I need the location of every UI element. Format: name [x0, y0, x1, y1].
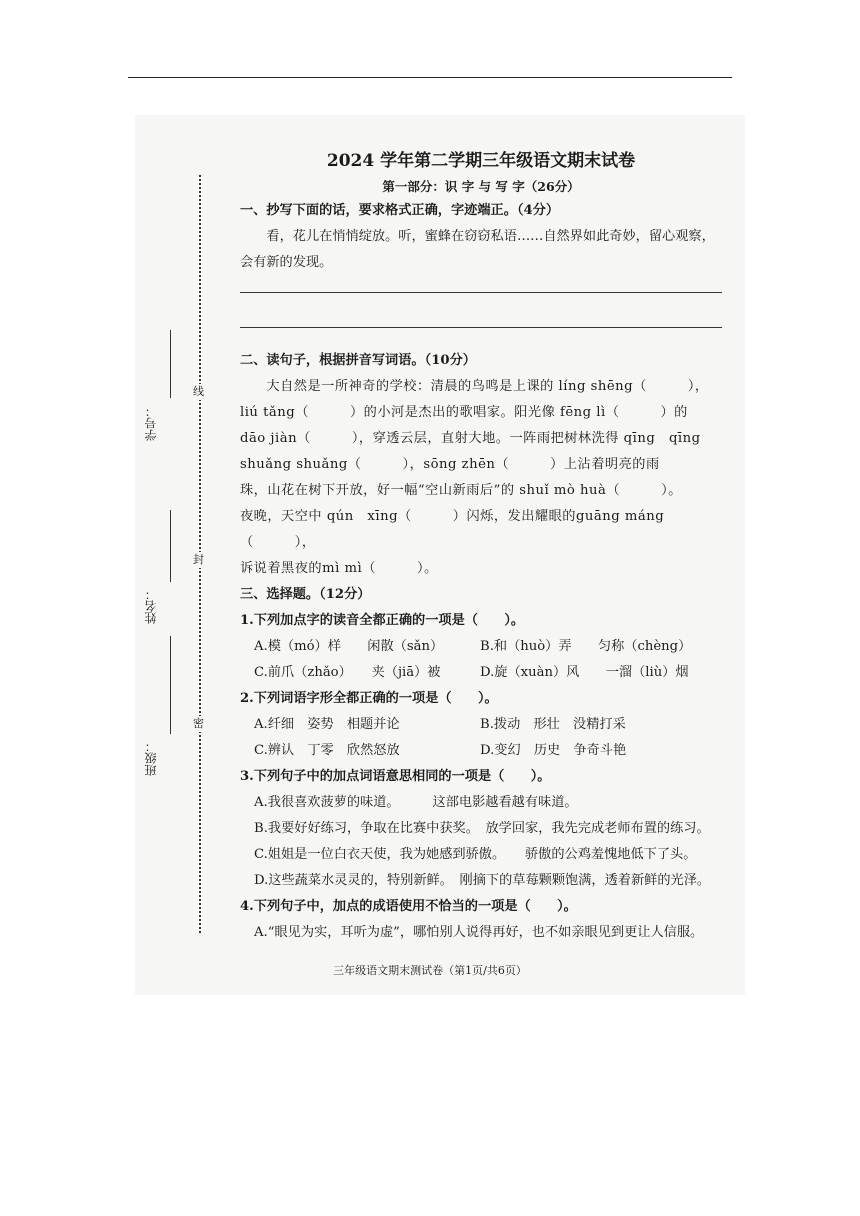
- question-1-options-row2: [240, 660, 722, 686]
- q2-option-c[interactable]: C.辨认 丁零 欣然怒放: [254, 743, 400, 758]
- section2-line: dāo jiàn（ ），穿透云层，直射大地。一阵雨把树林洗得 qīng qīng: [240, 431, 701, 446]
- class-label: 班级：: [144, 740, 158, 776]
- section2-line: 诉说着黑夜的mì mì（ ）。: [240, 561, 438, 576]
- section2-line: 珠，山花在树下开放，好一幅“空山新雨后”的 shuǐ mò huà（ ）。: [240, 483, 682, 498]
- question-1-options-row1: [240, 634, 722, 660]
- q1-option-b[interactable]: B.和（huò）弄 匀称（chèng）: [480, 639, 692, 654]
- q3-option-c[interactable]: C.姐姐是一位白衣天使，我为她感到骄傲。 骄傲的公鸡羞愧地低下了头。: [254, 847, 697, 862]
- q1-option-c[interactable]: C.前爪（zhǎo） 夹（jiā）被: [254, 665, 441, 680]
- question-2-options-row2: [240, 738, 722, 764]
- section1-text-line1: 看，花儿在悄悄绽放。听，蜜蜂在窃窃私语……自然界如此奇妙，留心观察，: [266, 229, 715, 244]
- question-2-stem: 2.下列词语字形全都正确的一项是（ ）。: [240, 691, 498, 706]
- q4-option-a[interactable]: A.“眼见为实，耳听为虚”，哪怕别人说得再好，也不如亲眼见到更让人信服。: [254, 925, 704, 940]
- binding-word-mi: 密: [193, 717, 204, 730]
- section1-text-line2: 会有新的发现。: [240, 255, 333, 270]
- question-2-options-row1: [240, 712, 722, 738]
- q3-option-b[interactable]: B.我要好好练习，争取在比赛中获奖。 放学回家，我先完成老师布置的练习。: [254, 821, 710, 836]
- question-3-stem: 3.下列句子中的加点词语意思相同的一项是（ ）。: [240, 769, 551, 784]
- binding-word-xian: 线: [193, 385, 204, 398]
- name-label: 姓名：: [144, 588, 158, 624]
- q1-option-a[interactable]: A.模（mó）样 闲散（sǎn）: [254, 639, 444, 654]
- question-1-stem: 1.下列加点字的读音全都正确的一项是（ ）。: [240, 613, 525, 628]
- copy-writing-line-2[interactable]: [240, 327, 722, 328]
- section2-heading: 二、读句子，根据拼音写词语。（10分）: [240, 353, 476, 368]
- part-title: 第一部分：识 字 与 写 字（26分）: [382, 179, 580, 194]
- exam-content: [240, 150, 722, 946]
- section2-line: liú tǎng（ ）的小河是杰出的歌唱家。阳光像 fēng lì（ ）的: [240, 405, 688, 420]
- page-footer: 三年级语文期末测试卷（第1页/共6页）: [333, 964, 527, 977]
- name-line[interactable]: [170, 510, 171, 582]
- q3-option-a[interactable]: A.我很喜欢菠萝的味道。 这部电影越看越有味道。: [254, 795, 578, 810]
- q2-option-a[interactable]: A.纤细 姿势 相题并论: [254, 717, 400, 732]
- student-id-line[interactable]: [170, 330, 171, 398]
- section2-line: shuǎng shuǎng（ ），sōng zhēn（ ）上沾着明亮的雨: [240, 457, 660, 472]
- section1-heading: 一、抄写下面的话，要求格式正确，字迹端正。（4分）: [240, 203, 560, 218]
- question-4-stem: 4.下列句子中，加点的成语使用不恰当的一项是（ ）。: [240, 899, 577, 914]
- section2-line: 大自然是一所神奇的学校：清晨的鸟鸣是上课的 líng shēng（ ），: [266, 379, 709, 394]
- binding-word-feng: 封: [193, 553, 204, 566]
- q1-option-d[interactable]: D.旋（xuàn）风 一溜（liù）烟: [480, 665, 689, 680]
- q3-option-d[interactable]: D.这些蔬菜水灵灵的，特别新鲜。 刚摘下的草莓颗颗饱满，透着新鲜的光泽。: [254, 873, 711, 888]
- copy-writing-line-1[interactable]: [240, 292, 722, 293]
- section2-line: 夜晚，天空中 qún xīng（ ）闪烁，发出耀眼的guāng máng（ ），: [240, 509, 665, 550]
- class-line[interactable]: [170, 636, 171, 734]
- page-title: 2024 学年第二学期三年级语文期末试卷: [326, 151, 636, 171]
- q2-option-d[interactable]: D.变幻 历史 争奇斗艳: [480, 743, 627, 758]
- top-rule: [128, 77, 732, 78]
- section3-heading: 三、选择题。（12分）: [240, 587, 371, 602]
- q2-option-b[interactable]: B.拨动 形壮 没精打采: [480, 717, 626, 732]
- student-id-label: 学号：: [144, 405, 158, 441]
